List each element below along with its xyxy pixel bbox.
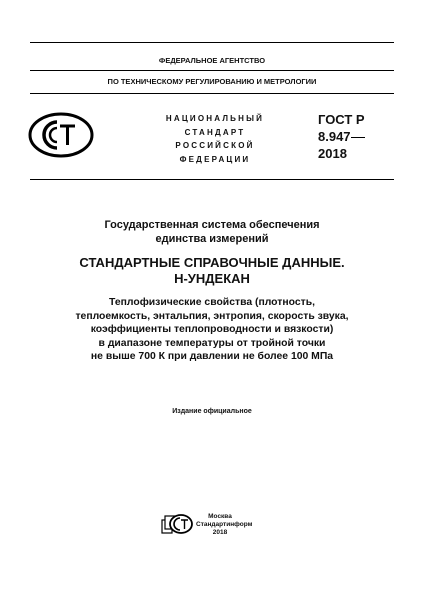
national-line-3: РОССИЙСКОЙ xyxy=(175,141,255,150)
agency-name-line1: ФЕДЕРАЛЬНОЕ АГЕНТСТВО xyxy=(158,56,266,65)
system-line-2: единства измерений xyxy=(155,233,269,245)
description-line-5: не выше 700 К при давлении не более 100 МПа xyxy=(90,351,334,362)
gost-label: ГОСТ Р xyxy=(318,112,365,127)
gost-emblem-icon xyxy=(28,112,94,163)
national-line-2: СТАНДАРТ xyxy=(184,127,246,137)
document-title xyxy=(30,255,394,287)
agency-name-line2: ПО ТЕХНИЧЕСКОМУ РЕГУЛИРОВАНИЮ И МЕТРОЛОГИИ xyxy=(107,77,317,86)
publisher-logo-icon xyxy=(160,511,194,542)
description-line-2: теплоемкость, энтальпия, энтропия, скорость звука, xyxy=(75,310,349,322)
gost-number: 8.947 xyxy=(318,129,351,144)
agency-rule xyxy=(30,70,394,71)
national-line-1: НАЦИОНАЛЬНЫЙ xyxy=(165,114,265,123)
publisher-info xyxy=(196,513,253,537)
description-line-4: в диапазоне температуры от тройной точки xyxy=(98,337,326,349)
publisher-year: 2018 xyxy=(212,529,228,536)
top-rule xyxy=(30,42,394,43)
gost-dash xyxy=(351,137,365,138)
description-line-3: коэффициенты теплопроводности и вязкости) xyxy=(90,324,334,335)
title-line-2: Н-УНДЕКАН xyxy=(174,271,250,286)
national-line-4: ФЕДЕРАЦИИ xyxy=(179,154,251,164)
publisher-name: Стандартинформ xyxy=(196,521,253,528)
description-line-1: Теплофизические свойства (плотность, xyxy=(109,297,315,308)
document-description xyxy=(30,296,394,364)
publisher-city: Москва xyxy=(208,513,232,520)
header-bottom-rule xyxy=(30,93,394,94)
title-line-1: СТАНДАРТНЫЕ СПРАВОЧНЫЕ ДАННЫЕ. xyxy=(79,255,345,270)
gost-number-wrap xyxy=(318,129,351,144)
gost-year: 2018 xyxy=(318,146,347,161)
standard-block-rule xyxy=(30,179,394,180)
system-name xyxy=(30,218,394,246)
national-standard-label xyxy=(150,112,280,166)
system-line-1: Государственная система обеспечения xyxy=(104,219,320,231)
edition-label: Издание официальное xyxy=(172,408,252,415)
gost-designation xyxy=(318,111,365,162)
